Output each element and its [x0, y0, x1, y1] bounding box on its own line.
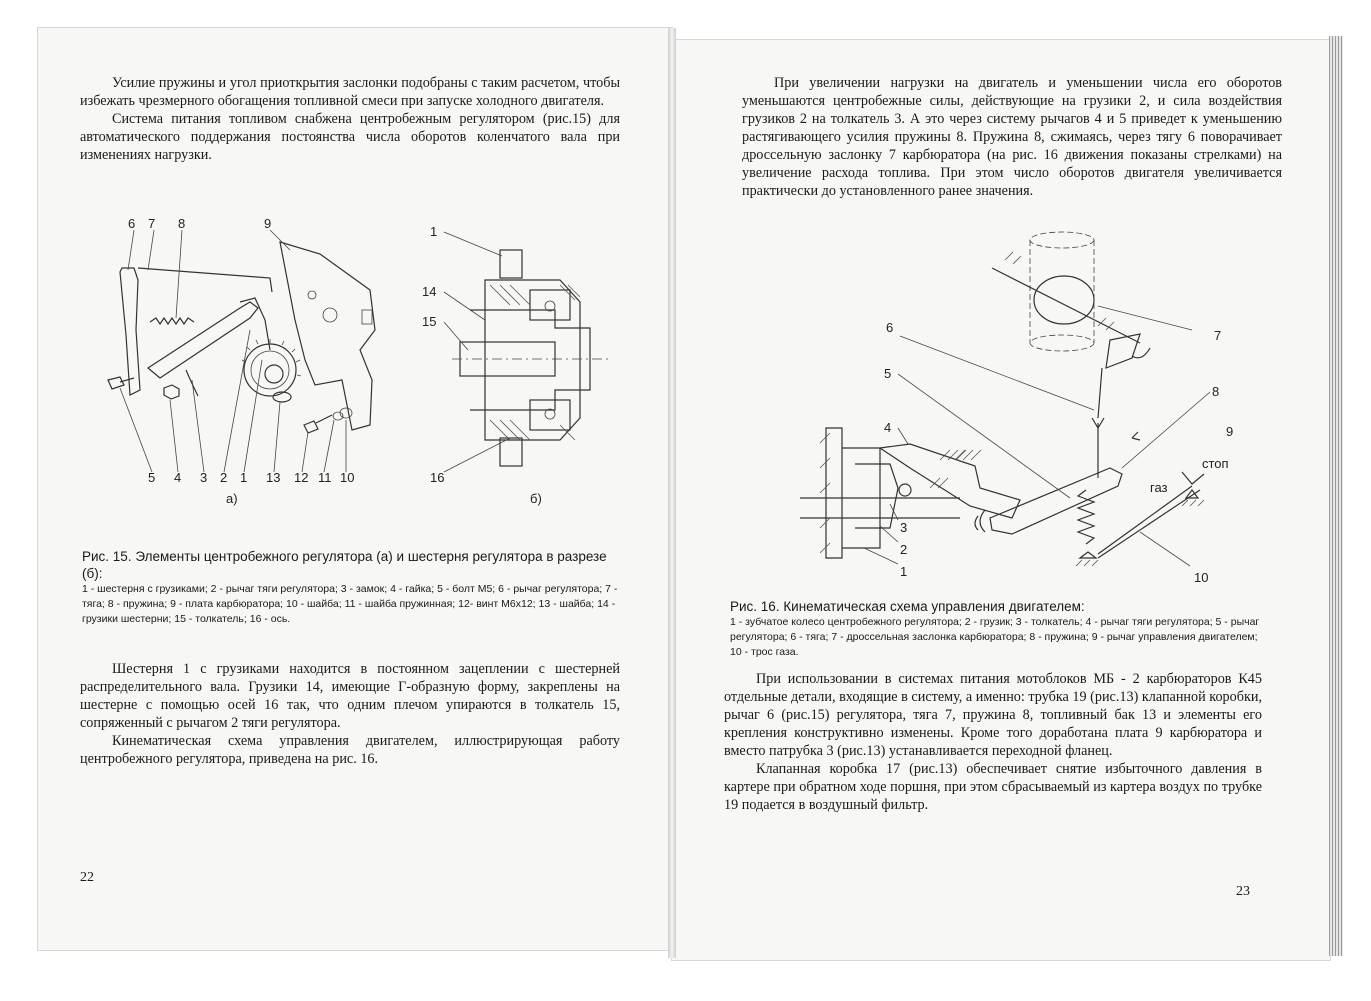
figure-15b-labels	[422, 224, 542, 506]
fig15-label-1: 1	[240, 470, 248, 485]
fig16-label-5: 5	[884, 366, 892, 381]
figure-15a-drawing	[108, 230, 375, 472]
left-bottom-text	[80, 660, 620, 768]
fig15-sub-a: а)	[226, 491, 238, 506]
fig16-label-4: 4	[884, 420, 892, 435]
right-top-text	[742, 74, 1282, 200]
paragraph: При увеличении нагрузки на двигатель и уменьшении числа его оборотов уменьшаются центробежные силы, действующие на грузики 2, и сила воздействия грузиков 2 на толкатель 3. А это через систему рычагов 4 и 5 приведет к уменьшению растягивающего усилия пружины 8. Пружина 8, сжимаясь, через тягу 6 поворачивает дроссельную заслонку 7 карбюратора (на рис. 16 движения показаны стрелками) на увеличение расхода топлива. При этом число оборотов двигателя увеличивается практически до установленного ранее значения.	[742, 75, 1282, 199]
fig16-label-1: 1	[900, 564, 908, 579]
caption-legend: 1 - зубчатое колесо центробежного регулятора; 2 - грузик; 3 - толкатель; 4 - рычаг тяги регулятора; 5 - рычаг регулятора; 6 - тяга; 7 - дроссельная заслонка карбюратора; 8 - пружина; 9 - рычаг управления двигателем; 10 - трос газа.	[730, 616, 1260, 658]
figure-16-caption	[730, 598, 1270, 660]
fig15-label-b-16: 16	[430, 470, 445, 485]
fig15-label-9: 9	[264, 216, 272, 231]
fig16-text-stop: стоп	[1202, 456, 1229, 471]
caption-legend: 1 - шестерня с грузиками; 2 - рычаг тяги регулятора; 3 - замок; 4 - гайка; 5 - болт М5; 6 - рычаг регулятора; 7 - тяга; 8 - пружина; 9 - плата карбюратора; 10 - шайба; 11 - шайба пружинная; 12- винт М6х12; 13 - шайба; 14 - грузики шестерни; 15 - толкатель; 16 - ось.	[82, 583, 618, 625]
fig16-label-8: 8	[1212, 384, 1220, 399]
fig15-label-7: 7	[148, 216, 156, 231]
figure-16-drawing	[800, 232, 1210, 566]
fig15-label-b-14: 14	[422, 284, 437, 299]
page-number-left: 22	[80, 870, 94, 885]
caption-title: Рис. 15. Элементы центробежного регулятора (а) и шестерня регулятора в разрезе (б):	[82, 549, 607, 581]
fig15-label-11: 11	[318, 470, 332, 485]
paragraph: При использовании в системах питания мотоблоков МБ - 2 карбюраторов К45 отдельные детали, входящие в систему, а именно: трубка 19 (рис.13) клапанной коробки, рычаг 6 (рис.15) регулятора, тяга 7, пружина 8, топливный бак 13 и элементы его крепления конструктивно изменены. Кроме того доработана плата 9 карбюратора и вместо патрубка 3 (рис.13) устанавливается переходной фланец.	[724, 671, 1262, 759]
fig16-label-2: 2	[900, 542, 908, 557]
fig16-label-3: 3	[900, 520, 908, 535]
fig15-label-8: 8	[178, 216, 186, 231]
fig16-label-9: 9	[1226, 424, 1234, 439]
fig15-label-4: 4	[174, 470, 182, 485]
book-gutter	[668, 28, 676, 958]
left-top-text	[80, 74, 620, 164]
fig15-label-10: 10	[340, 470, 355, 485]
paragraph: Клапанная коробка 17 (рис.13) обеспечивает снятие избыточного давления в картере при обратном ходе поршня, при этом сбрасываемый из картера воздух по трубке 19 подается в воздушный фильтр.	[724, 761, 1262, 813]
fig15-label-12: 12	[294, 470, 309, 485]
fig15-label-13: 13	[266, 470, 281, 485]
figure-15a-labels	[128, 216, 354, 506]
fig15-label-5: 5	[148, 470, 156, 485]
fig16-label-6: 6	[886, 320, 894, 335]
fig15-label-b-15: 15	[422, 314, 437, 329]
paragraph: Шестерня 1 с грузиками находится в постоянном зацеплении с шестерней распределительного вала. Грузики 14, имеющие Г-образную форму, закреплены на шестерне с помощью осей 16 так, что одним плечом упираются в толкатель 15, сопряженный с рычагом 2 тяги регулятора.	[80, 661, 620, 731]
fig15-label-3: 3	[200, 470, 208, 485]
caption-title: Рис. 16. Кинематическая схема управления двигателем:	[730, 599, 1085, 614]
paragraph: Кинематическая схема управления двигателем, иллюстрирующая работу центробежного регулятора, приведена на рис. 16.	[80, 733, 620, 767]
page-number-right: 23	[1236, 884, 1250, 899]
fig16-label-7: 7	[1214, 328, 1222, 343]
fig15-label-b-1: 1	[430, 224, 438, 239]
figure-15-caption	[82, 548, 618, 627]
fig16-label-10: 10	[1194, 570, 1209, 585]
fig15-label-2: 2	[220, 470, 228, 485]
figure-16	[780, 228, 1250, 588]
figure-15b-drawing	[444, 232, 610, 472]
fig16-text-gas: газ	[1150, 480, 1168, 495]
right-bottom-text	[724, 670, 1262, 814]
fig15-label-6: 6	[128, 216, 136, 231]
figure-15	[90, 210, 630, 515]
paragraph: Усилие пружины и угол приоткрытия заслонки подобраны с таким расчетом, чтобы избежать чрезмерного обогащения топливной смеси при запуске холодного двигателя.	[80, 75, 620, 109]
page-edge	[1329, 36, 1343, 956]
paragraph: Система питания топливом снабжена центробежным регулятором (рис.15) для автоматического поддержания постоянства числа оборотов коленчатого вала при изменениях нагрузки.	[80, 111, 620, 163]
fig15-sub-b: б)	[530, 491, 542, 506]
